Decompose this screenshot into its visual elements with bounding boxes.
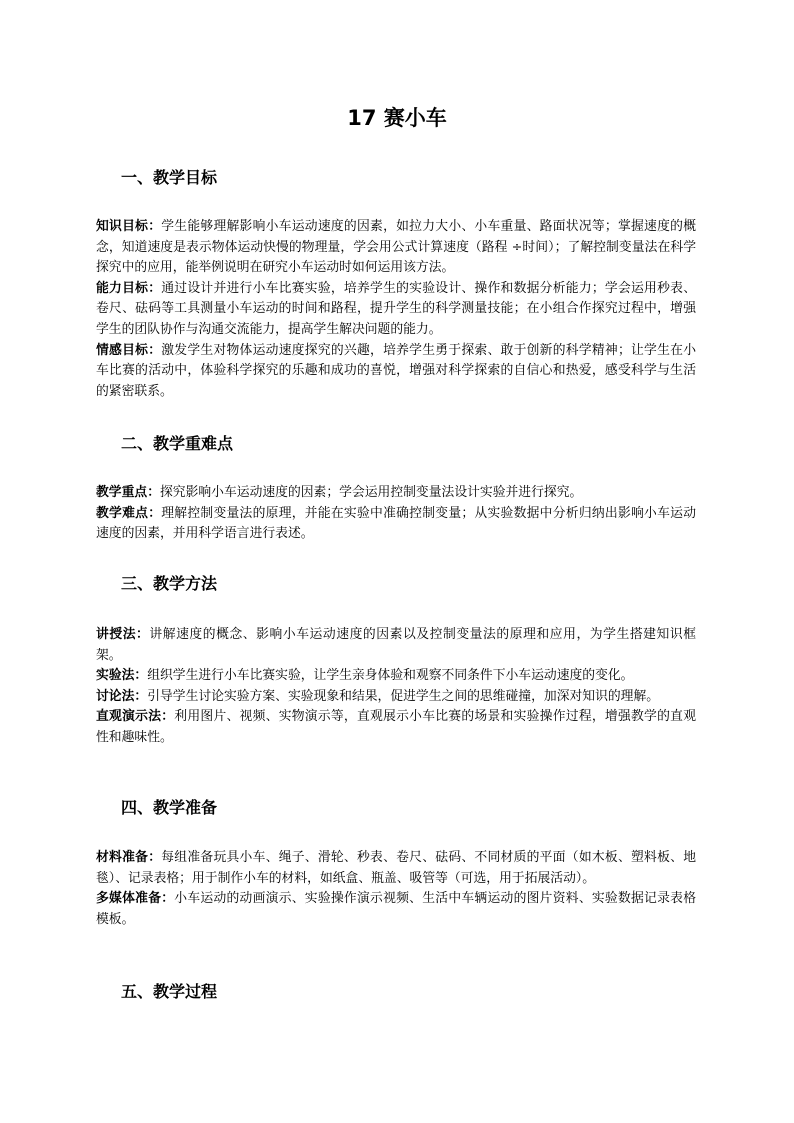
document-title: 17 赛小车 xyxy=(347,106,447,130)
section-heading-key-difficult-points: 二、教学重难点 xyxy=(121,434,234,453)
paragraph-lecture-method xyxy=(96,625,696,666)
paragraph-text: 通过设计并进行小车比赛实验，培养学生的实验设计、操作和数据分析能力；学会运用秒表、卷尺、砝码等工具测量小车运动的时间和路程，提升学生的科学测量技能；在小组合作探究过程中，增强学生的团队协作与沟通交流能力，提高学生解决问题的能力。 xyxy=(96,280,697,337)
paragraph-discussion-method xyxy=(96,687,696,708)
paragraph-text: 激发学生对物体运动速度探究的兴趣，培养学生勇于探索、敢于创新的科学精神；让学生在小车比赛的活动中，体验科学探究的乐趣和成功的喜悦，增强对科学探索的自信心和热爱，感受科学与生活的紧密联系。 xyxy=(96,342,697,399)
paragraph-text: 组织学生进行小车比赛实验，让学生亲身体验和观察不同条件下小车运动速度的变化。 xyxy=(147,668,634,684)
paragraph-demonstration-method xyxy=(96,707,696,748)
paragraph-knowledge-objective xyxy=(96,217,696,279)
paragraph-label: 材料准备： xyxy=(96,850,162,865)
paragraph-text: 利用图片、视频、实物演示等，直观展示小车比赛的场景和实验操作过程，增强教学的直观性和趣味性。 xyxy=(96,709,697,745)
section-heading-teaching-methods: 三、教学方法 xyxy=(121,574,218,593)
paragraph-label: 实验法： xyxy=(96,668,148,684)
paragraph-text: 每组准备玩具小车、绳子、滑轮、秒表、卷尺、砝码、不同材质的平面（如木板、塑料板、地毯）、记录表格；用于制作小车的材料，如纸盒、瓶盖、吸管等（可选，用于拓展活动）。 xyxy=(96,850,697,886)
section-heading-teaching-objectives: 一、教学目标 xyxy=(121,168,218,187)
paragraph-teaching-difficulty xyxy=(96,504,696,545)
section-heading-teaching-preparation: 四、教学准备 xyxy=(121,798,218,817)
section-heading-teaching-process: 五、教学过程 xyxy=(121,982,218,1001)
paragraph-label: 能力目标： xyxy=(96,280,162,296)
paragraph-text: 探究影响小车运动速度的因素；学会运用控制变量法设计实验并进行探究。 xyxy=(159,485,583,500)
paragraph-label: 多媒体准备： xyxy=(96,891,175,907)
paragraph-text: 引导学生讨论实验方案、实验现象和结果，促进学生之间的思维碰撞，加深对知识的理解。 xyxy=(147,688,660,704)
paragraph-experiment-method xyxy=(96,666,696,687)
paragraph-label: 直观演示法： xyxy=(96,709,175,725)
section-body-teaching-preparation xyxy=(96,848,696,930)
paragraph-text: 学生能够理解影响小车运动速度的因素，如拉力大小、小车重量、路面状况等；掌握速度的概念，知道速度是表示物体运动快慢的物理量，学会用公式计算速度（路程 ÷时间）；了解控制变量法在科学探究中的应用，能举例说明在研究小车运动时如何运用该方法。 xyxy=(96,219,697,276)
section-body-teaching-methods xyxy=(96,625,696,749)
paragraph-label: 教学重点： xyxy=(96,485,160,500)
paragraph-multimedia-preparation xyxy=(96,889,696,930)
paragraph-label: 讨论法： xyxy=(96,688,148,704)
section-body-teaching-objectives xyxy=(96,217,696,402)
paragraph-text: 理解控制变量法的原理，并能在实验中准确控制变量；从实验数据中分析归纳出影响小车运动速度的因素，并用科学语言进行表述。 xyxy=(96,505,697,542)
paragraph-label: 讲授法： xyxy=(96,627,150,642)
section-body-key-difficult-points xyxy=(96,483,696,545)
paragraph-label: 知识目标： xyxy=(96,219,162,234)
paragraph-materials-preparation xyxy=(96,848,696,889)
paragraph-text: 小车运动的动画演示、实验操作演示视频、生活中车辆运动的图片资料、实验数据记录表格模板。 xyxy=(96,891,697,927)
paragraph-text: 讲解速度的概念、影响小车运动速度的因素以及控制变量法的原理和应用，为学生搭建知识框架。 xyxy=(96,627,697,663)
paragraph-ability-objective xyxy=(96,279,696,341)
paragraph-teaching-focus xyxy=(96,483,696,504)
paragraph-label: 教学难点： xyxy=(96,505,162,521)
paragraph-label: 情感目标： xyxy=(96,342,162,358)
paragraph-emotion-objective xyxy=(96,341,696,403)
